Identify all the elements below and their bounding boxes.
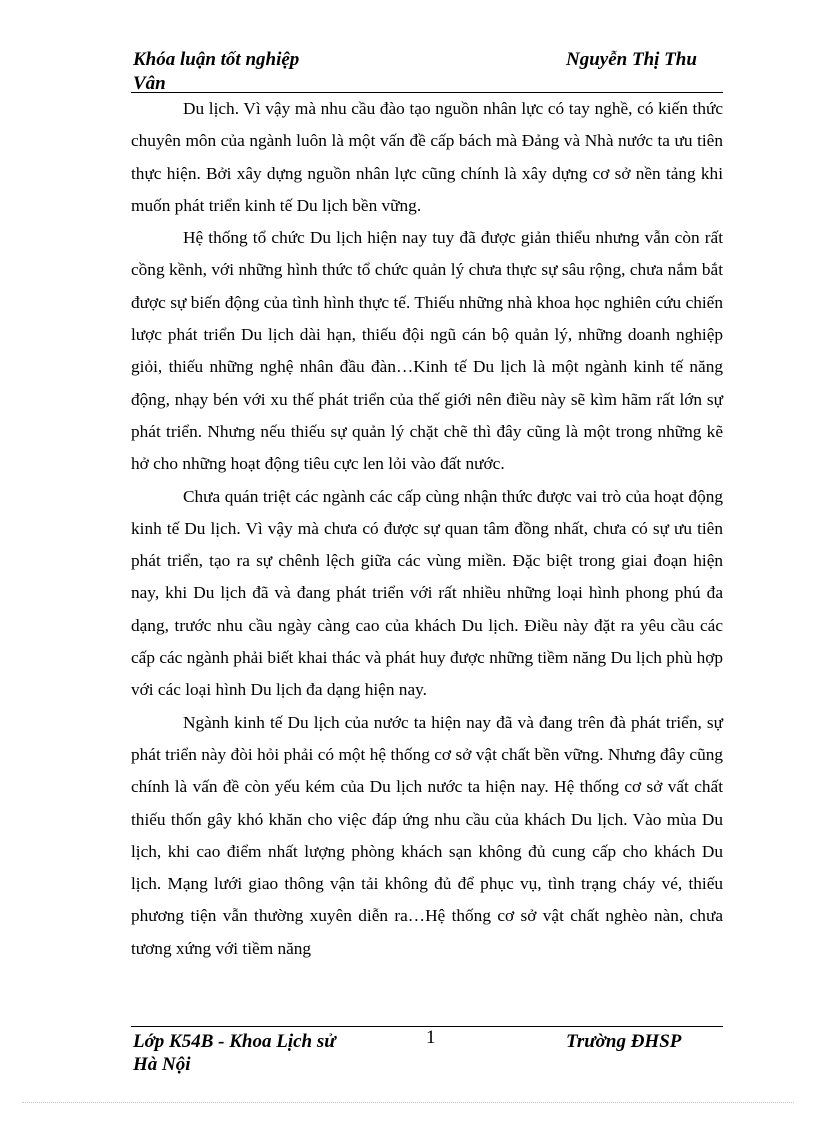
header-thesis-title: Khóa luận tốt nghiệp [133, 49, 300, 70]
header-author-name-continued: Vân [133, 73, 166, 94]
footer-class-faculty: Lớp K54B - Khoa Lịch sử [133, 1031, 336, 1052]
page-bottom-dotted-line [22, 1102, 794, 1103]
page-number: 1 [426, 1027, 436, 1048]
paragraph-2: Hệ thống tổ chức Du lịch hiện nay tuy đã được giản thiểu nhưng vẫn còn rất cồng kềnh, với những hình thức tổ chức quản lý chưa thực sự sâu rộng, chưa nắm bắt được sự biến động của tình hình thực tế. Thiếu những nhà khoa học nghiên cứu chiến lược phát triển Du lịch dài hạn, thiếu đội ngũ cán bộ quản lý, những doanh nghiệp giỏi, thiếu những nghệ nhân đầu đàn…Kinh tế Du lịch là một ngành kinh tế năng động, nhạy bén với xu thế phát triển của thế giới nên điều này sẽ kìm hãm rất lớn sự phát triển. Nhưng nếu thiếu sự quản lý chặt chẽ thì đây cũng là một trong những kẽ hở cho những hoạt động tiêu cực len lỏi vào đất nước. [131, 228, 723, 474]
paragraph-1: Du lịch. Vì vậy mà nhu cầu đào tạo nguồn nhân lực có tay nghề, có kiến thức chuyên môn của ngành luôn là một vấn đề cấp bách mà Đảng và Nhà nước ta ưu tiên thực hiện. Bởi xây dựng nguồn nhân lực cũng chính là xây dựng cơ sở nền tảng khi muốn phát triển kinh tế Du lịch bền vững. [131, 99, 723, 215]
footer-university: Trường ĐHSP [566, 1031, 682, 1052]
footer-city: Hà Nội [133, 1054, 191, 1075]
header-author-name: Nguyễn Thị Thu [566, 49, 697, 70]
paragraph-4: Ngành kinh tế Du lịch của nước ta hiện nay đã và đang trên đà phát triển, sự phát triển này đòi hỏi phải có một hệ thống cơ sở vật chất bền vững. Nhưng đây cũng chính là vấn đề còn yếu kém của Du lịch nước ta hiện nay. Hệ thống cơ sở vất chất thiếu thốn gây khó khăn cho việc đáp ứng nhu cầu của khách Du lịch. Vào mùa Du lịch, khi cao điểm nhất lượng phòng khách sạn không đủ cung cấp cho khách Du lịch. Mạng lưới giao thông vận tải không đủ để phục vụ, tình trạng cháy vé, thiếu phương tiện vẫn thường xuyên diễn ra…Hệ thống cơ sở vật chất nghèo nàn, chưa tương xứng với tiềm năng [131, 712, 723, 958]
body-text [131, 93, 723, 965]
paragraph-3: Chưa quán triệt các ngành các cấp cùng nhận thức được vai trò của hoạt động kinh tế Du lịch. Vì vậy mà chưa có được sự quan tâm đồng nhất, chưa có sự ưu tiên phát triển, tạo ra sự chênh lệch giữa các vùng miền. Đặc biệt trong giai đoạn hiện nay, khi Du lịch đã và đang phát triển với rất nhiều những loại hình phong phú đa dạng, trước nhu cầu ngày càng cao của khách Du lịch. Điều này đặt ra yêu cầu các cấp các ngành phải biết khai thác và phát huy được những tiềm năng Du lịch phù hợp với các loại hình Du lịch đa dạng hiện nay. [131, 486, 723, 700]
